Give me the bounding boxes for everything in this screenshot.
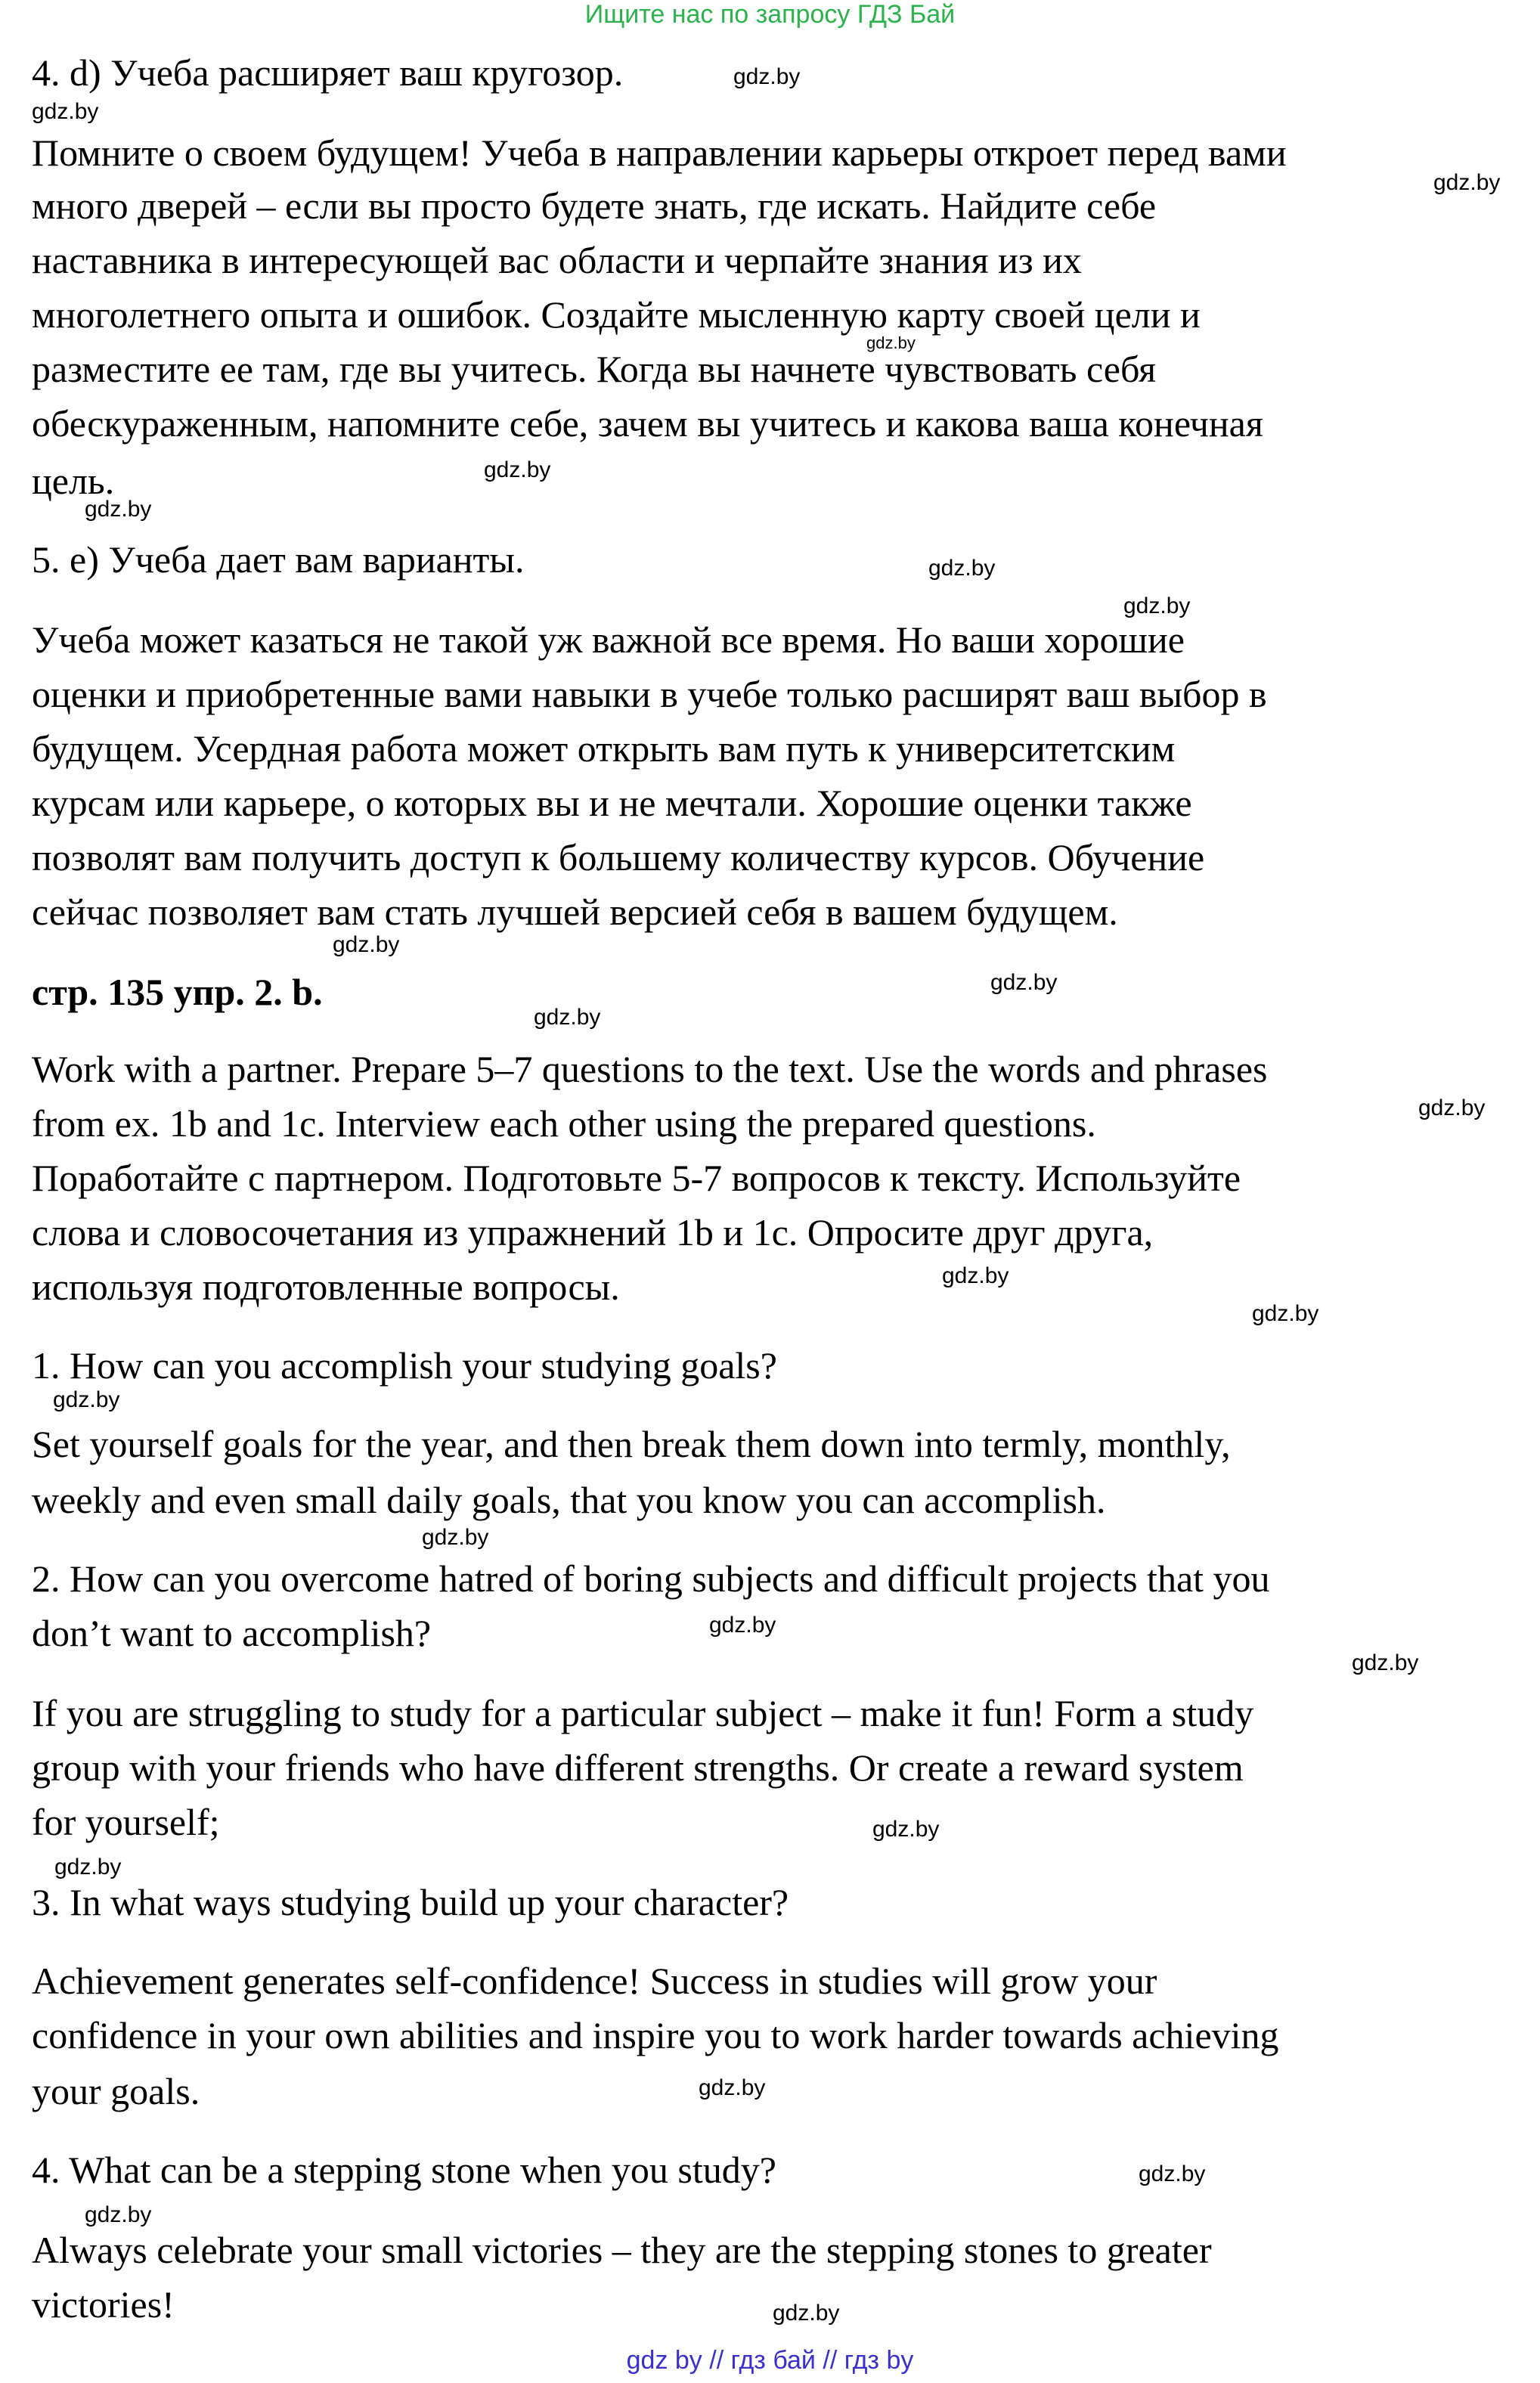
task-line: from ex. 1b and 1c. Interview each other using the prepared questions. xyxy=(32,1102,1096,1145)
watermark: gdz.by xyxy=(872,1817,940,1842)
text-line: Учеба может казаться не такой уж важной все время. Но ваши хорошие xyxy=(32,618,1185,661)
text-line: разместите ее там, где вы учитесь. Когда вы начнете чувствовать себя xyxy=(32,348,1157,390)
task-line: слова и словосочетания из упражнений 1b и 1c. Опросите друг друга, xyxy=(32,1211,1154,1253)
watermark: gdz.by xyxy=(942,1263,1009,1288)
watermark: gdz.by xyxy=(733,64,801,89)
question-2-cont: don’t want to accomplish? xyxy=(32,1612,432,1654)
section-heading-5e: 5. e) Учеба дает вам варианты. xyxy=(32,538,525,581)
watermark: gdz.by xyxy=(1139,2161,1206,2186)
answer-line: weekly and even small daily goals, that you know you can accomplish. xyxy=(32,1479,1106,1521)
text-line: Помните о своем будущем! Учеба в направлении карьеры откроет перед вами xyxy=(32,132,1287,174)
bottom-banner[interactable]: gdz by // гдз бай // гдз by xyxy=(626,2346,914,2375)
text-line: позволят вам получить доступ к большему количеству курсов. Обучение xyxy=(32,836,1205,879)
watermark: gdz.by xyxy=(773,2301,840,2326)
watermark: gdz.by xyxy=(534,1005,601,1030)
watermark: gdz.by xyxy=(699,2075,766,2100)
text-line: многолетнего опыта и ошибок. Создайте мысленную карту своей цели и xyxy=(32,293,1201,336)
answer-line: for yourself; xyxy=(32,1801,220,1843)
watermark: gdz.by xyxy=(422,1525,489,1550)
watermark: gdz.by xyxy=(866,333,916,352)
question-2: 2. How can you overcome hatred of boring subjects and difficult projects that you xyxy=(32,1557,1270,1600)
text-line: оценки и приобретенные вами навыки в учебе только расширят ваш выбор в xyxy=(32,673,1267,715)
text-line: наставника в интересующей вас области и черпайте знания из их xyxy=(32,239,1082,281)
question-1: 1. How can you accomplish your studying goals? xyxy=(32,1344,777,1387)
watermark: gdz.by xyxy=(1433,170,1501,195)
watermark: gdz.by xyxy=(928,556,996,581)
watermark: gdz.by xyxy=(54,1855,122,1879)
answer-line: If you are struggling to study for a particular subject – make it fun! Form a study xyxy=(32,1692,1254,1734)
watermark: gdz.by xyxy=(333,932,400,957)
task-line: используя подготовленные вопросы. xyxy=(32,1266,620,1308)
watermark: gdz.by xyxy=(1252,1301,1319,1326)
question-3: 3. In what ways studying build up your character? xyxy=(32,1881,789,1923)
section-heading-4d: 4. d) Учеба расширяет ваш кругозор. xyxy=(32,51,624,94)
watermark: gdz.by xyxy=(1352,1650,1419,1675)
watermark: gdz.by xyxy=(1123,593,1191,618)
watermark: gdz.by xyxy=(484,457,551,482)
text-line: будущем. Усердная работа может открыть вам путь к университетским xyxy=(32,727,1176,770)
question-4: 4. What can be a stepping stone when you study? xyxy=(32,2149,776,2191)
watermark: gdz.by xyxy=(709,1613,776,1638)
text-line: цель. xyxy=(32,460,115,502)
watermark: gdz.by xyxy=(1418,1095,1486,1120)
top-banner[interactable]: Ищите нас по запросу ГДЗ Бай xyxy=(584,0,956,29)
answer-line: confidence in your own abilities and inspire you to work harder towards achieving xyxy=(32,2014,1279,2056)
answer-line: group with your friends who have different strengths. Or create a reward system xyxy=(32,1746,1244,1789)
text-line: сейчас позволяет вам стать лучшей версией себя в вашем будущем. xyxy=(32,891,1118,933)
watermark: gdz.by xyxy=(32,99,99,124)
answer-line: Set yourself goals for the year, and then break them down into termly, monthly, xyxy=(32,1423,1231,1465)
text-line: курсам или карьере, о которых вы и не мечтали. Хорошие оценки также xyxy=(32,782,1192,824)
text-line: много дверей – если вы просто будете знать, где искать. Найдите себе xyxy=(32,184,1157,227)
answer-line: Achievement generates self-confidence! Success in studies will grow your xyxy=(32,1960,1157,2002)
answer-line: your goals. xyxy=(32,2070,200,2112)
task-line: Поработайте с партнером. Подготовьте 5-7 вопросов к тексту. Используйте xyxy=(32,1157,1241,1199)
exercise-heading: стр. 135 упр. 2. b. xyxy=(32,971,323,1013)
watermark: gdz.by xyxy=(85,497,152,522)
watermark: gdz.by xyxy=(85,2202,152,2227)
watermark: gdz.by xyxy=(990,970,1058,995)
answer-line: victories! xyxy=(32,2283,175,2326)
answer-line: Always celebrate your small victories – they are the stepping stones to greater xyxy=(32,2229,1212,2271)
watermark: gdz.by xyxy=(53,1387,120,1412)
task-line: Work with a partner. Prepare 5–7 questions to the text. Use the words and phrases xyxy=(32,1048,1268,1090)
text-line: обескураженным, напомните себе, зачем вы учитесь и какова ваша конечная xyxy=(32,402,1263,445)
